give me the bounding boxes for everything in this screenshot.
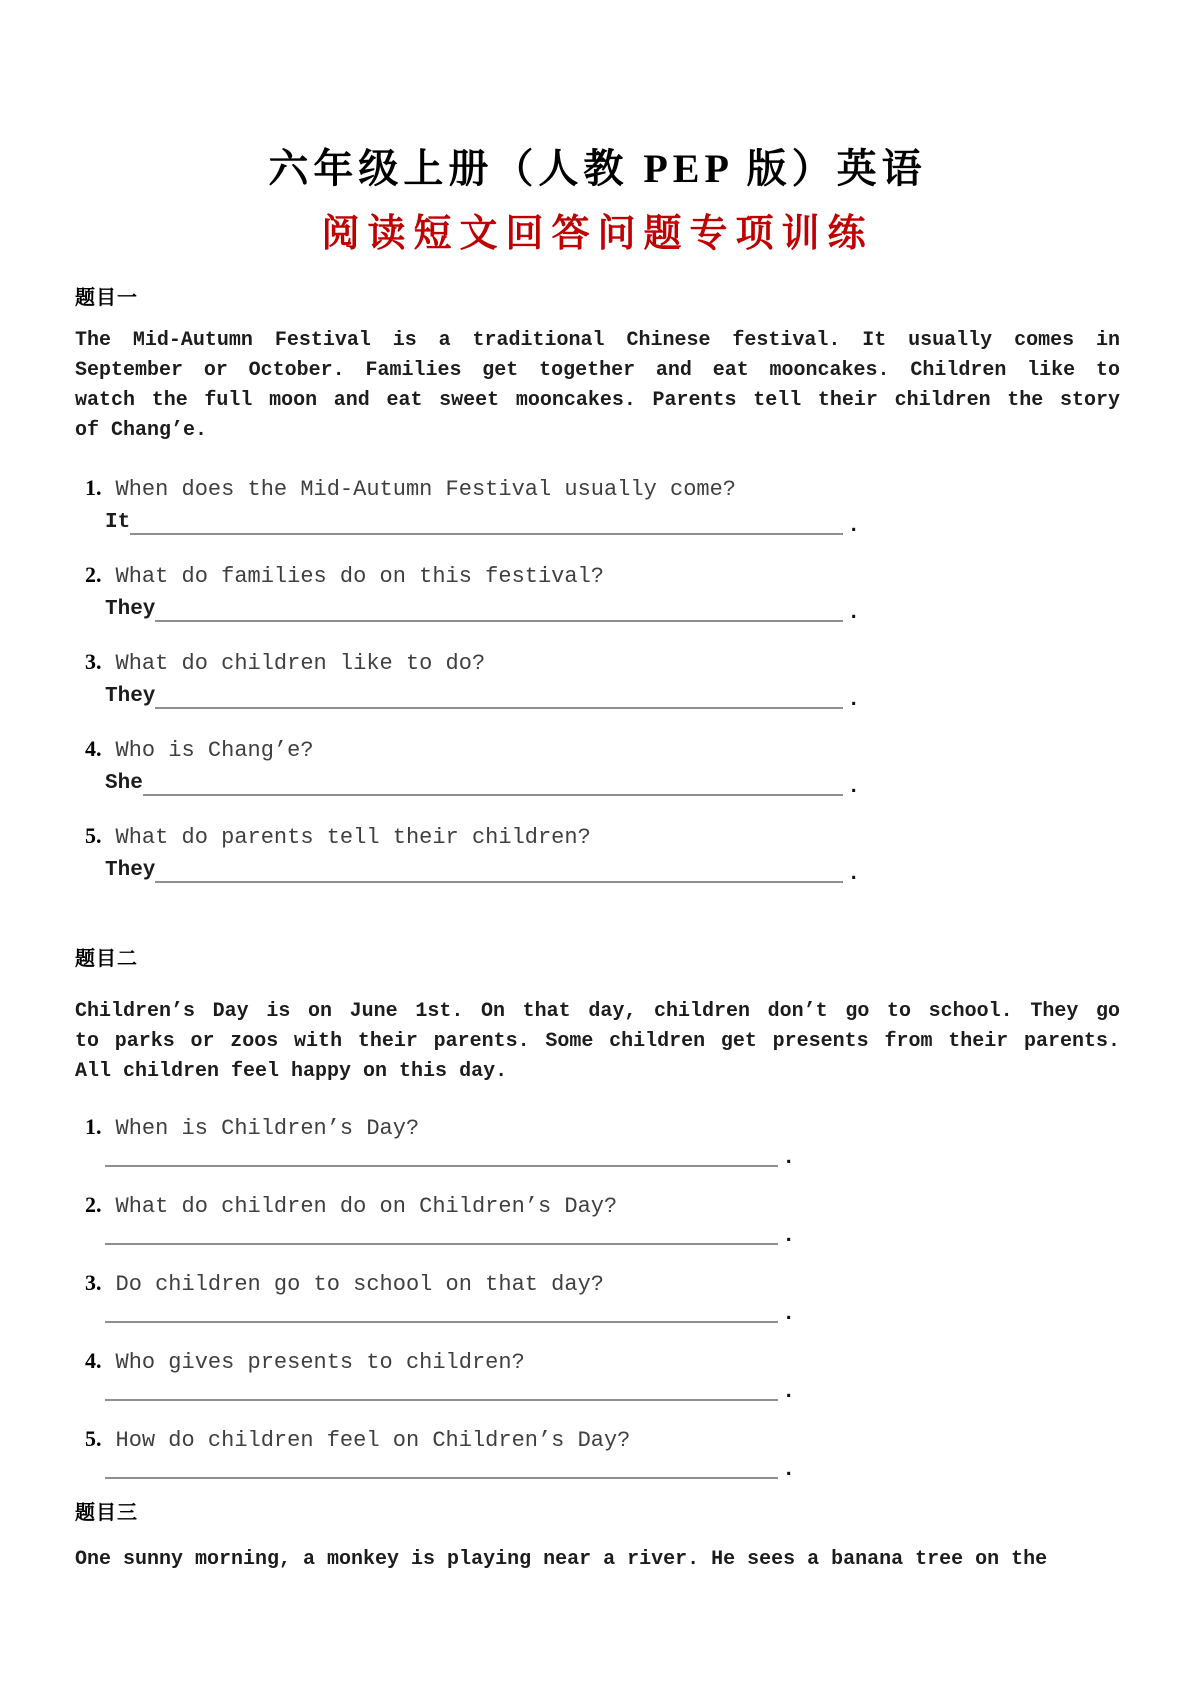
page-title: 六年级上册（人教 PEP 版）英语: [268, 146, 927, 191]
question-number: 1.: [85, 475, 102, 500]
answer-row: [105, 505, 860, 538]
question-item: [75, 1190, 1120, 1248]
question-text: What do parents tell their children?: [115, 825, 591, 850]
worksheet-section: [75, 287, 1120, 886]
question-text: When does the Mid-Autumn Festival usually come?: [115, 477, 737, 502]
answer-blank-line[interactable]: [155, 590, 843, 622]
question-item: [75, 1424, 1120, 1482]
section-heading: 题目三: [75, 1502, 138, 1524]
question-item: [75, 560, 1120, 625]
answer-row: [105, 592, 860, 625]
question-text: Do children go to school on that day?: [115, 1272, 604, 1297]
question-number: 3.: [85, 1270, 102, 1295]
question-text: What do children do on Children’s Day?: [115, 1194, 618, 1219]
question-row: [85, 647, 1120, 679]
question-row: [85, 1190, 1120, 1222]
passage-line: of Chang’e.: [75, 419, 208, 442]
answer-period: .: [847, 515, 860, 538]
worksheet-section: [75, 1502, 1120, 1575]
answer-period: .: [782, 1225, 795, 1248]
answer-period: .: [847, 689, 860, 712]
question-text: Who is Chang’e?: [115, 738, 314, 763]
answer-prefix: She: [105, 772, 143, 795]
question-number: 5.: [85, 1426, 102, 1451]
question-text: How do children feel on Children’s Day?: [115, 1428, 631, 1453]
question-list: [75, 473, 1120, 886]
passage-line: One sunny morning, a monkey is playing near a river. He sees a banana tree on the: [75, 1548, 1048, 1571]
question-text: Who gives presents to children?: [115, 1350, 525, 1375]
question-number: 2.: [85, 1192, 102, 1217]
question-number: 5.: [85, 823, 102, 848]
question-row: [85, 734, 1120, 766]
question-row: [85, 821, 1120, 853]
passage-line: The Mid-Autumn Festival is a traditional Chinese festival. It usually comes in: [75, 329, 1120, 352]
answer-prefix: They: [105, 859, 156, 882]
answer-period: .: [782, 1381, 795, 1404]
answer-blank-line[interactable]: [143, 764, 844, 796]
answer-blank-line[interactable]: [105, 1142, 778, 1167]
question-text: What do families do on this festival?: [115, 564, 604, 589]
section-heading: 题目二: [75, 948, 138, 970]
question-row: [85, 1268, 1120, 1300]
answer-row: [105, 1456, 795, 1482]
answer-period: .: [847, 863, 860, 886]
answer-row: [105, 1300, 795, 1326]
passage-line: Children’s Day is on June 1st. On that day, children don’t go to school. They go: [75, 1000, 1120, 1023]
sections-container: [75, 287, 1120, 1575]
answer-prefix: They: [105, 685, 156, 708]
answer-blank-line[interactable]: [105, 1298, 778, 1323]
answer-blank-line[interactable]: [155, 677, 843, 709]
question-row: [85, 1424, 1120, 1456]
question-number: 3.: [85, 649, 102, 674]
answer-blank-line[interactable]: [105, 1376, 778, 1401]
question-number: 4.: [85, 736, 102, 761]
answer-period: .: [782, 1459, 795, 1482]
answer-period: .: [847, 602, 860, 625]
passage-line: to parks or zoos with their parents. Some children get presents from their parents.: [75, 1030, 1120, 1053]
question-item: [75, 1112, 1120, 1170]
answer-prefix: It: [105, 511, 131, 534]
question-item: [75, 473, 1120, 538]
passage-line: watch the full moon and eat sweet mooncakes. Parents tell their children the story: [75, 389, 1120, 412]
question-list: [75, 1112, 1120, 1482]
answer-period: .: [782, 1303, 795, 1326]
question-row: [85, 560, 1120, 592]
question-number: 2.: [85, 562, 102, 587]
question-text: When is Children’s Day?: [115, 1116, 420, 1141]
answer-row: [105, 766, 860, 799]
passage-line: All children feel happy on this day.: [75, 1060, 508, 1083]
question-row: [85, 1112, 1120, 1144]
answer-row: [105, 1144, 795, 1170]
question-row: [85, 1346, 1120, 1378]
answer-blank-line[interactable]: [105, 1454, 778, 1479]
question-item: [75, 1268, 1120, 1326]
answer-prefix: They: [105, 598, 156, 621]
answer-period: .: [847, 776, 860, 799]
answer-row: [105, 679, 860, 712]
answer-row: [105, 853, 860, 886]
answer-period: .: [782, 1147, 795, 1170]
passage-line: September or October. Families get together and eat mooncakes. Children like to: [75, 359, 1120, 382]
answer-row: [105, 1378, 795, 1404]
answer-blank-line[interactable]: [130, 503, 843, 535]
answer-blank-line[interactable]: [105, 1220, 778, 1245]
answer-blank-line[interactable]: [155, 851, 843, 883]
question-number: 4.: [85, 1348, 102, 1373]
question-text: What do children like to do?: [115, 651, 486, 676]
question-item: [75, 647, 1120, 712]
passage: [75, 997, 1120, 1087]
answer-row: [105, 1222, 795, 1248]
page-subtitle: 阅读短文回答问题专项训练: [321, 213, 874, 255]
worksheet-section: [75, 948, 1120, 1482]
question-item: [75, 821, 1120, 886]
passage: [75, 1545, 1120, 1575]
passage: [75, 326, 1120, 446]
section-heading: 题目一: [75, 287, 138, 309]
question-row: [85, 473, 1120, 505]
question-item: [75, 734, 1120, 799]
question-item: [75, 1346, 1120, 1404]
question-number: 1.: [85, 1114, 102, 1139]
